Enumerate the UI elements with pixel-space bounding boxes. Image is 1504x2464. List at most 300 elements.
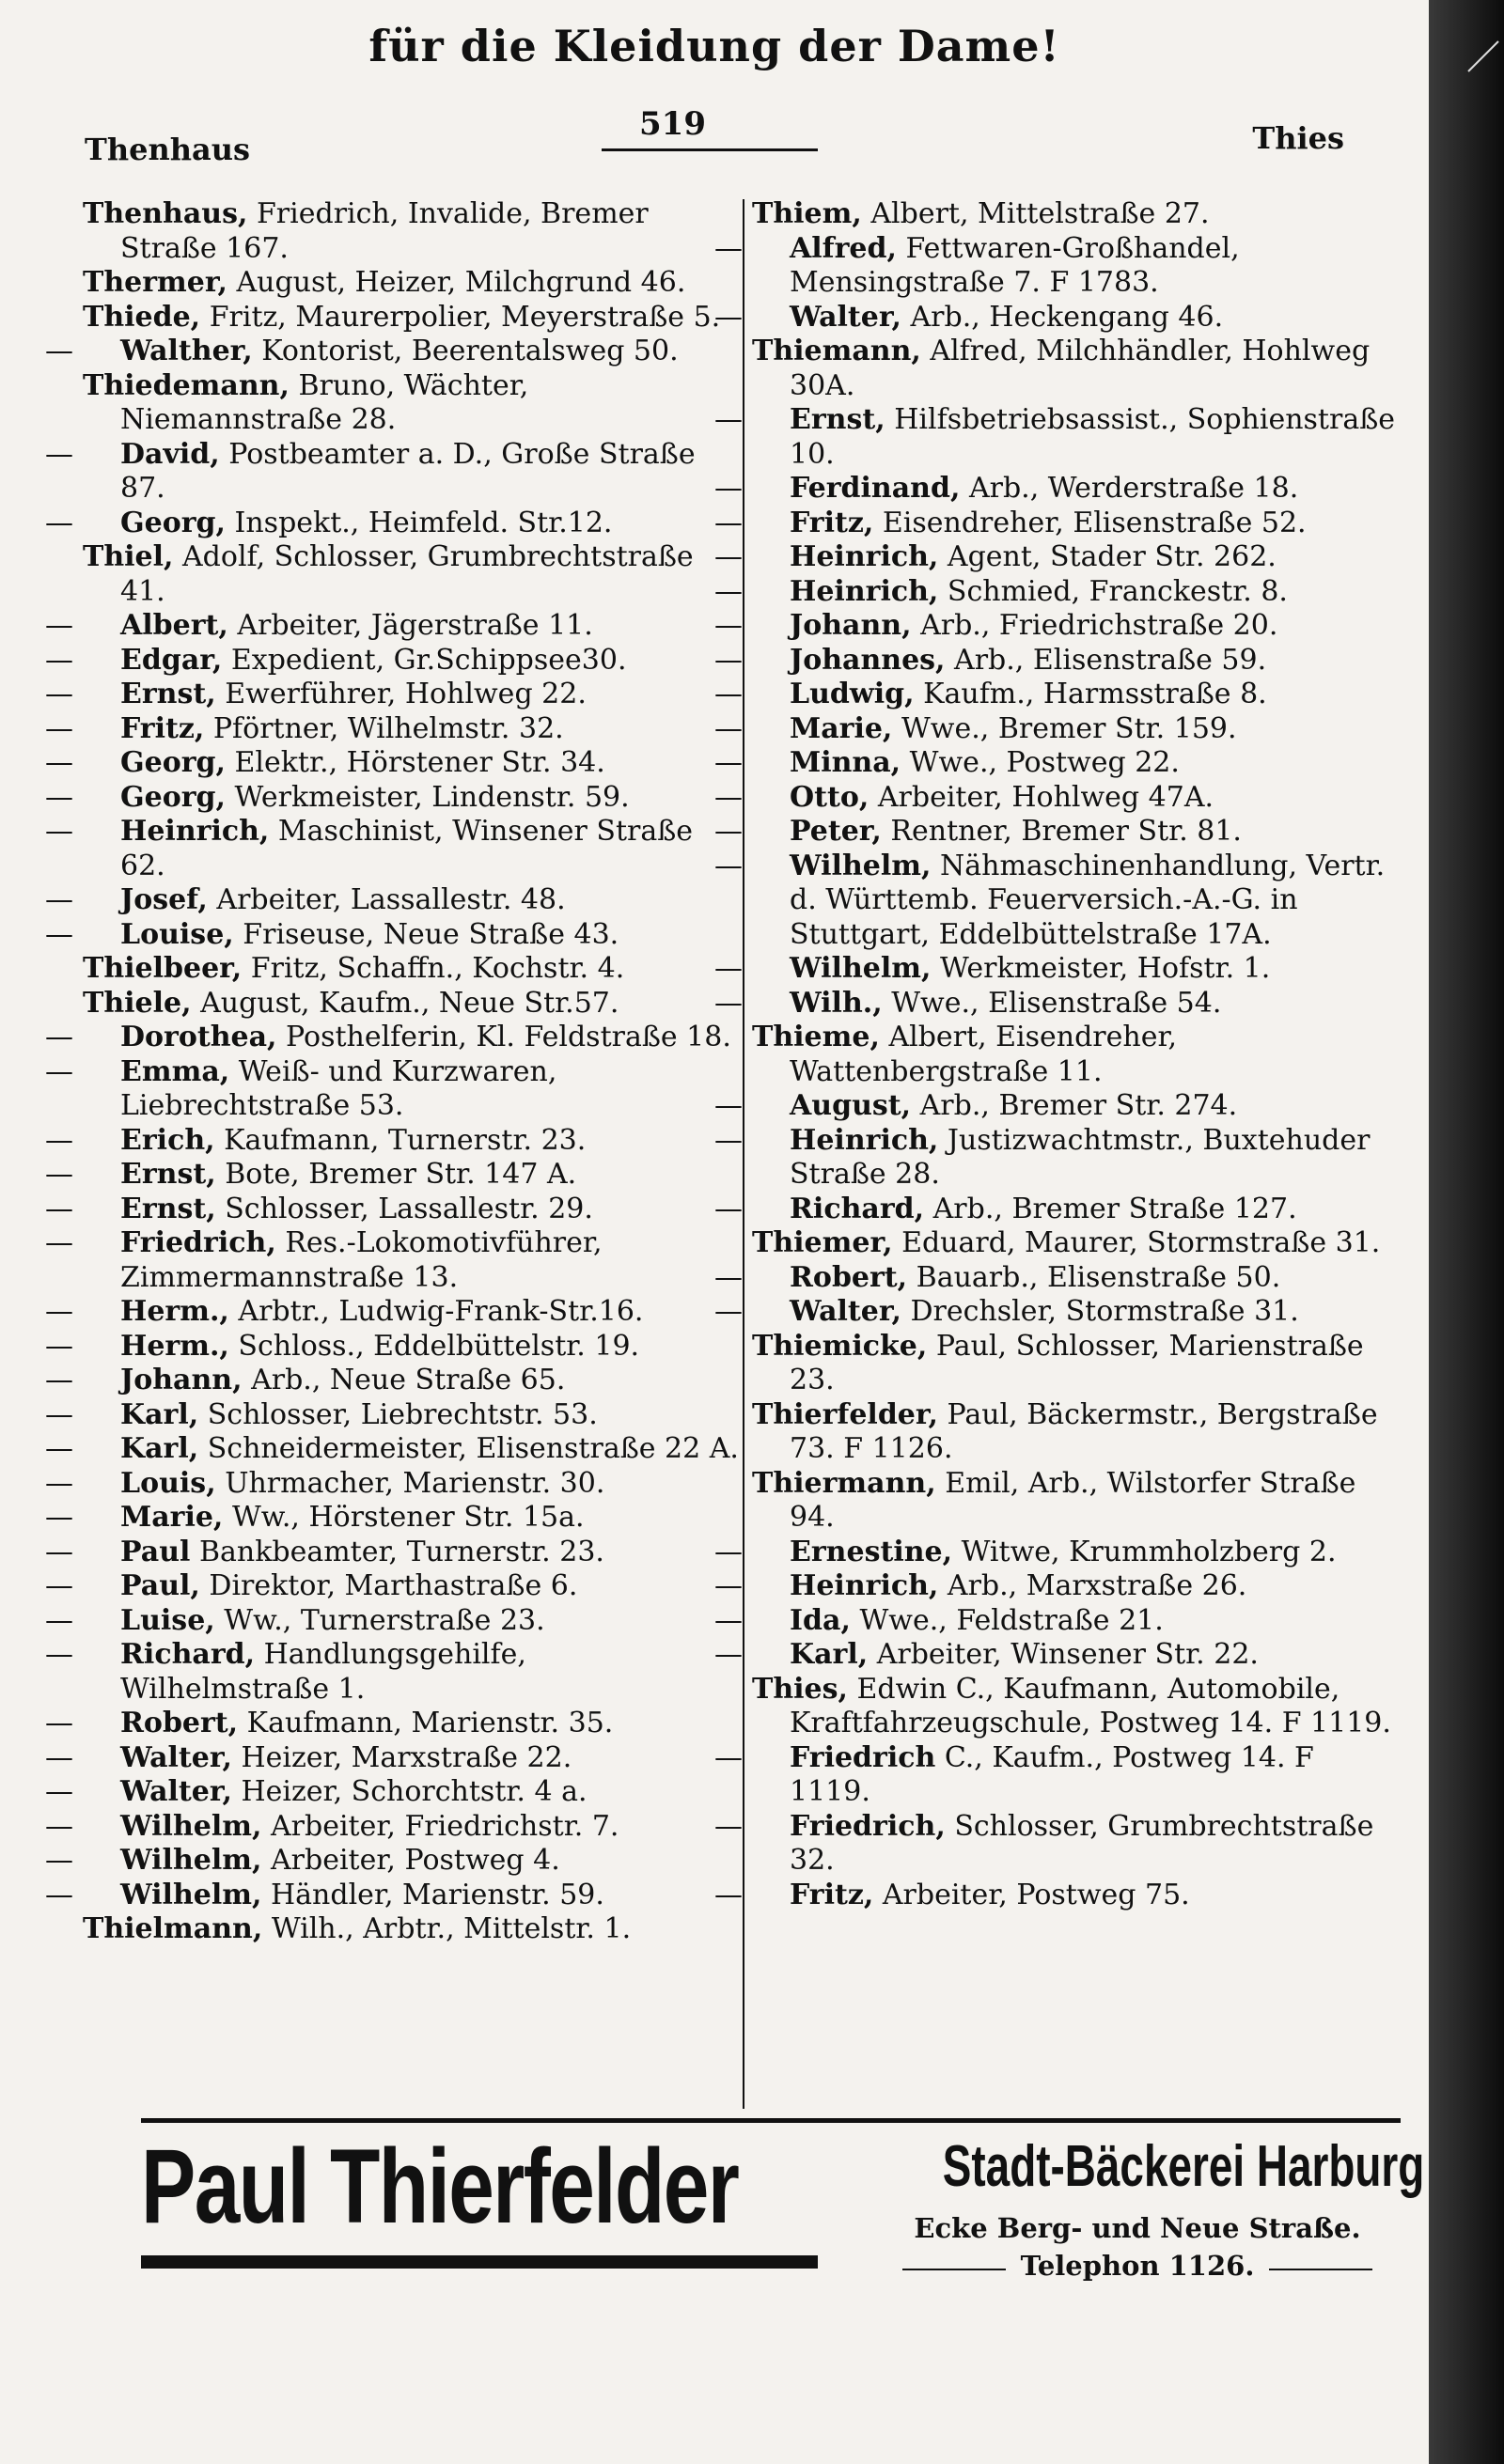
directory-entry — [752, 1330, 1401, 1398]
directory-entry — [714, 609, 1401, 644]
directory-entry — [714, 678, 1401, 712]
entry-details: Werkmeister, Lindenstr. 59. — [234, 780, 630, 814]
entry-name: Marie, — [790, 711, 893, 745]
directory-entry — [714, 1638, 1401, 1673]
entry-dash: — — [45, 780, 73, 814]
entry-details: Arb., Bremer Straße 127. — [932, 1192, 1297, 1225]
entry-details: Arb., Friedrichstraße 20. — [920, 609, 1278, 642]
entry-dash: — — [714, 1878, 743, 1911]
entry-details: Direktor, Marthastraße 6. — [209, 1569, 578, 1602]
directory-entry — [83, 540, 743, 609]
directory-entry — [45, 1192, 743, 1227]
entry-dash: — — [714, 849, 743, 882]
directory-entry — [714, 300, 1401, 335]
directory-entry — [752, 335, 1401, 403]
entry-name: Minna, — [790, 746, 901, 779]
directory-entry — [83, 301, 743, 335]
entry-name: Marie, — [120, 1501, 224, 1534]
entry-name: Thenhaus, — [83, 197, 248, 230]
advert-address: Ecke Berg- und Neue Straße. — [914, 2212, 1361, 2244]
entry-details: Fritz, Maurerpolier, Meyerstraße 5. — [209, 300, 721, 334]
entry-name: Johannes, — [790, 643, 946, 677]
entry-details: Uhrmacher, Marienstr. 30. — [225, 1466, 605, 1500]
directory-entry — [714, 952, 1401, 987]
entry-name: Herm., — [120, 1329, 229, 1363]
entry-name: Alfred, — [790, 231, 897, 265]
directory-entry — [45, 1569, 743, 1604]
directory-entry — [45, 609, 743, 644]
entry-name: Heinrich, — [790, 574, 939, 608]
entry-details: Drechsler, Stormstraße 31. — [910, 1295, 1299, 1328]
entry-name: Ludwig, — [790, 678, 915, 710]
entry-name: Thermer, — [83, 266, 227, 299]
page-number: 519 — [639, 105, 706, 143]
entry-name: Thielbeer, — [83, 952, 243, 985]
entry-name: Thieme, — [752, 1021, 880, 1053]
entry-dash: — — [714, 403, 743, 436]
directory-entry — [714, 643, 1401, 678]
entry-name: Wilh., — [790, 986, 883, 1020]
directory-entry — [752, 197, 1401, 232]
entry-name: Thiel, — [83, 540, 174, 573]
entry-name: Wilhelm, — [790, 849, 932, 882]
entry-name: Emma, — [120, 1054, 230, 1088]
entry-name: Ida, — [790, 1603, 851, 1637]
entry-details: Agent, Stader Str. 262. — [947, 540, 1277, 573]
directory-entry — [714, 849, 1401, 953]
entry-details: Kaufm., Harmsstraße 8. — [923, 678, 1267, 710]
header-left-keyword: Thenhaus — [85, 132, 250, 167]
entry-details: Arb., Heckengang 46. — [910, 300, 1224, 334]
directory-entry — [83, 266, 743, 301]
entry-dash: — — [714, 1123, 743, 1157]
directory-entry — [83, 369, 743, 438]
entry-name: Fritz, — [790, 1878, 874, 1911]
entry-details: Edwin C., Kaufmann, Automobile, Kraftfahrzeugschule, Postweg 14. F 1119. — [790, 1672, 1391, 1739]
entry-name: Paul — [120, 1535, 191, 1568]
advert-bakery — [874, 2129, 1425, 2282]
directory-entry — [45, 1466, 743, 1502]
entry-details: Schneidermeister, Elisenstraße 22 A. — [207, 1432, 739, 1465]
entry-details: Wwe., Bremer Str. 159. — [901, 711, 1237, 745]
entry-dash: — — [45, 678, 73, 710]
advert-bottom-rule — [141, 2255, 818, 2269]
entry-details: August, Heizer, Milchgrund 46. — [236, 266, 686, 299]
entry-dash: — — [45, 1226, 73, 1259]
directory-entry — [752, 1467, 1401, 1536]
entry-details: Emil, Arb., Wilstorfer Straße 94. — [790, 1466, 1356, 1534]
directory-entry — [45, 1397, 743, 1433]
entry-name: Georg, — [120, 746, 226, 779]
entry-name: Johann, — [120, 1364, 243, 1396]
directory-entry — [45, 1329, 743, 1365]
directory-entry — [83, 1912, 743, 1947]
directory-entry — [45, 815, 743, 883]
entry-dash: — — [714, 1295, 743, 1328]
directory-entry — [752, 1673, 1401, 1741]
directory-entry — [714, 231, 1401, 301]
entry-dash: — — [714, 1809, 743, 1843]
scan-mark-icon — [1465, 38, 1502, 75]
entry-details: Expedient, Gr.Schippsee30. — [230, 643, 627, 677]
entry-name: Richard, — [790, 1192, 925, 1225]
directory-entry — [45, 1878, 743, 1913]
entry-name: Robert, — [120, 1707, 239, 1739]
entry-details: Albert, Eisendreher, Wattenbergstraße 11. — [790, 1021, 1178, 1088]
entry-name: Robert, — [790, 1260, 908, 1294]
entry-details: Schlosser, Lassallestr. 29. — [225, 1192, 593, 1225]
entry-details: Rentner, Bremer Str. 81. — [890, 815, 1242, 848]
entry-name: Edgar, — [120, 643, 223, 677]
entry-name: Heinrich, — [790, 1569, 939, 1602]
advert-paul-thierfelder — [141, 2126, 818, 2248]
directory-entry — [45, 1809, 743, 1845]
entry-details: Bruno, Wächter, Niemannstraße 28. — [120, 368, 529, 436]
directory-entry — [45, 1432, 743, 1467]
directory-entry — [45, 780, 743, 816]
entry-name: Thies, — [752, 1672, 848, 1706]
entry-name: Ferdinand, — [790, 472, 961, 505]
directory-entry — [714, 1295, 1401, 1330]
entry-dash: — — [714, 815, 743, 848]
entry-name: Thiede, — [83, 300, 201, 334]
entry-dash: — — [45, 1775, 73, 1808]
entry-name: Walter, — [120, 1775, 232, 1808]
entry-dash: — — [714, 1535, 743, 1568]
entry-details: Arbeiter, Lassallestr. 48. — [216, 883, 566, 916]
entry-dash: — — [714, 231, 743, 265]
directory-entry — [45, 1364, 743, 1398]
entry-name: Thierfelder, — [752, 1397, 938, 1431]
directory-entry — [714, 403, 1401, 472]
entry-details: Arbeiter, Postweg 75. — [882, 1878, 1190, 1911]
entry-dash: — — [45, 1878, 73, 1911]
entry-name: Luise, — [120, 1603, 215, 1637]
entry-name: Wilhelm, — [120, 1809, 262, 1843]
directory-entry — [714, 1260, 1401, 1296]
directory-entry — [714, 780, 1401, 816]
entry-name: Thiemicke, — [752, 1329, 928, 1363]
entry-name: Heinrich, — [120, 815, 270, 848]
entry-details: Ww., Turnerstraße 23. — [224, 1603, 545, 1637]
entry-details: Friedrich, Invalide, Bremer Straße 167. — [120, 197, 649, 265]
entry-dash: — — [714, 746, 743, 779]
entry-details: Schlosser, Grumbrechtstraße 32. — [790, 1809, 1374, 1877]
entry-details: Kaufmann, Turnerstr. 23. — [224, 1123, 587, 1157]
entry-dash: — — [714, 540, 743, 573]
entry-dash: — — [45, 335, 73, 367]
entry-name: Friedrich — [790, 1740, 936, 1774]
entry-dash: — — [714, 506, 743, 539]
entry-dash: — — [45, 1123, 73, 1157]
entry-dash: — — [45, 609, 73, 642]
directory-entry — [714, 1603, 1401, 1639]
entry-name: Fritz, — [120, 711, 205, 745]
directory-entry — [714, 1809, 1401, 1879]
directory-entry — [45, 437, 743, 507]
header-right-keyword: Thies — [1252, 120, 1344, 156]
entry-dash: — — [45, 643, 73, 677]
directory-entry — [45, 1740, 743, 1776]
entry-details: Schmied, Franckestr. 8. — [947, 574, 1288, 608]
entry-details: Arb., Bremer Str. 274. — [919, 1089, 1238, 1122]
entry-details: Paul, Bäckermstr., Bergstraße 73. F 1126. — [790, 1397, 1378, 1465]
directory-entry — [83, 987, 743, 1021]
entry-name: Erich, — [120, 1123, 215, 1157]
entry-details: Fettwaren-Großhandel, Mensingstraße 7. F 1783. — [790, 231, 1240, 299]
directory-entry — [83, 197, 743, 266]
directory-entry — [714, 1878, 1401, 1913]
entry-name: Walter, — [790, 300, 901, 334]
entry-name: Wilhelm, — [120, 1878, 262, 1911]
entry-details: Friseuse, Neue Straße 43. — [243, 917, 619, 951]
directory-entry — [714, 574, 1401, 610]
entry-details: Kaufmann, Marienstr. 35. — [246, 1707, 614, 1739]
entry-details: Weiß- und Kurzwaren, Liebrechtstraße 53. — [120, 1054, 557, 1122]
entry-details: Elektr., Hörstener Str. 34. — [234, 746, 605, 779]
directory-entry — [45, 1054, 743, 1124]
entry-details: Eduard, Maurer, Stormstraße 31. — [901, 1226, 1381, 1259]
entry-details: Postbeamter a. D., Große Straße 87. — [120, 437, 696, 505]
entry-dash: — — [45, 1432, 73, 1465]
entry-details: Eisendreher, Elisenstraße 52. — [882, 506, 1307, 539]
entry-name: Georg, — [120, 506, 226, 539]
directory-entry — [45, 917, 743, 953]
entry-dash: — — [714, 952, 743, 985]
entry-name: Karl, — [120, 1397, 199, 1431]
directory-entry — [45, 1638, 743, 1707]
directory-entry — [714, 1192, 1401, 1227]
entry-details: Posthelferin, Kl. Feldstraße 18. — [286, 1021, 731, 1053]
entry-details: Ewerführer, Hohlweg 22. — [225, 678, 587, 710]
directory-entry — [714, 711, 1401, 747]
entry-name: Walter, — [790, 1295, 901, 1328]
entry-dash: — — [45, 1740, 73, 1774]
entry-name: Georg, — [120, 780, 226, 814]
entry-details: Justizwachtmstr., Buxtehuder Straße 28. — [790, 1123, 1371, 1191]
directory-entry — [752, 1226, 1401, 1261]
directory-entry — [714, 1569, 1401, 1604]
entry-dash: — — [45, 1466, 73, 1500]
entry-dash: — — [45, 1295, 73, 1328]
entry-dash: — — [45, 1364, 73, 1396]
entry-dash: — — [45, 1707, 73, 1739]
directory-entry — [45, 1021, 743, 1055]
entry-name: Heinrich, — [790, 1123, 939, 1157]
entry-details: Arbeiter, Winsener Str. 22. — [876, 1638, 1259, 1671]
entry-dash: — — [714, 678, 743, 710]
entry-details: Arbeiter, Jägerstraße 11. — [237, 609, 593, 642]
entry-details: Wilh., Arbtr., Mittelstr. 1. — [271, 1912, 632, 1945]
directory-entry — [45, 883, 743, 918]
entry-dash: — — [45, 1329, 73, 1363]
entry-name: Karl, — [120, 1432, 199, 1465]
entry-dash: — — [45, 883, 73, 916]
entry-dash: — — [714, 1089, 743, 1122]
entry-dash: — — [714, 1603, 743, 1637]
entry-name: Wilhelm, — [120, 1844, 262, 1877]
entry-name: Ernst, — [120, 1158, 216, 1191]
entry-details: Pförtner, Wilhelmstr. 32. — [212, 711, 564, 745]
directory-entry — [45, 1295, 743, 1330]
entry-details: Arb., Werderstraße 18. — [968, 472, 1299, 505]
entry-name: Otto, — [790, 780, 870, 814]
entry-name: Louis, — [120, 1466, 216, 1500]
directory-entry — [45, 678, 743, 712]
entry-details: Wwe., Postweg 22. — [909, 746, 1180, 779]
entry-details: Maschinist, Winsener Straße 62. — [120, 815, 694, 882]
entry-dash: — — [45, 1638, 73, 1671]
directory-entry — [714, 815, 1401, 850]
entry-name: Josef, — [120, 883, 208, 916]
directory-entry — [45, 1226, 743, 1295]
header-rule — [602, 148, 818, 151]
entry-name: Thiem, — [752, 197, 862, 230]
entry-details: Albert, Mittelstraße 27. — [870, 197, 1210, 230]
right-column — [714, 197, 1401, 1912]
directory-entry — [714, 540, 1401, 575]
entry-name: August, — [790, 1089, 912, 1122]
entry-dash: — — [714, 986, 743, 1020]
entry-details: Arbeiter, Postweg 4. — [271, 1844, 560, 1877]
entry-details: Alfred, Milchhändler, Hohlweg 30A. — [790, 335, 1371, 402]
entry-dash: — — [714, 1192, 743, 1225]
column-divider — [743, 199, 744, 2109]
entry-details: Ww., Hörstener Str. 15a. — [231, 1501, 585, 1534]
advert-top-rule — [141, 2118, 1401, 2123]
entry-details: Handlungsgehilfe, Wilhelmstraße 1. — [120, 1638, 526, 1706]
entry-details: Paul, Schlosser, Marienstraße 23. — [790, 1329, 1364, 1396]
entry-details: Arb., Marxstraße 26. — [947, 1569, 1247, 1602]
entry-details: Res.-Lokomotivführer, Zimmermannstraße 13. — [120, 1226, 603, 1294]
directory-entry — [752, 1021, 1401, 1089]
entry-dash: — — [45, 1501, 73, 1534]
left-column — [45, 197, 743, 1947]
directory-entry — [45, 1844, 743, 1879]
entry-dash: — — [714, 780, 743, 814]
directory-entry — [45, 1775, 743, 1810]
entry-details: Schloss., Eddelbüttelstr. 19. — [238, 1329, 640, 1363]
entry-name: Ernestine, — [790, 1535, 953, 1568]
entry-name: Paul, — [120, 1569, 200, 1602]
directory-entry — [752, 1398, 1401, 1467]
entry-name: Richard, — [120, 1638, 256, 1671]
directory-entry — [45, 1707, 743, 1741]
advert-name: Paul Thierfelder — [141, 2128, 739, 2245]
entry-dash: — — [45, 917, 73, 951]
entry-dash: — — [714, 472, 743, 505]
entry-dash: — — [45, 711, 73, 745]
entry-name: Thiedemann, — [83, 368, 290, 402]
entry-details: Wwe., Feldstraße 21. — [859, 1603, 1164, 1637]
entry-details: Fritz, Schaffn., Kochstr. 4. — [250, 952, 625, 985]
directory-entry — [45, 643, 743, 678]
entry-dash: — — [714, 574, 743, 608]
entry-name: Thielmann, — [83, 1912, 263, 1945]
entry-details: Arbtr., Ludwig-Frank-Str.16. — [238, 1295, 644, 1328]
entry-name: Thiemer, — [752, 1226, 893, 1259]
entry-name: Johann, — [790, 609, 912, 642]
entry-details: Nähmaschinenhandlung, Vertr. d. Württemb. Feuerversich.-A.-G. in Stuttgart, Eddelbüttelstraße 17A. — [790, 849, 1386, 951]
entry-details: Arb., Neue Straße 65. — [251, 1364, 566, 1396]
entry-dash: — — [45, 1021, 73, 1053]
page-banner: für die Kleidung der Dame! — [368, 21, 1060, 71]
directory-entry — [45, 1123, 743, 1159]
entry-name: Friedrich, — [790, 1809, 946, 1843]
entry-name: Thiermann, — [752, 1466, 936, 1500]
entry-dash: — — [714, 1260, 743, 1294]
entry-details: Adolf, Schlosser, Grumbrechtstraße 41. — [120, 540, 694, 608]
entry-details: Händler, Marienstr. 59. — [271, 1878, 604, 1911]
entry-name: Thiemann, — [752, 335, 921, 367]
entry-name: Walther, — [120, 335, 253, 367]
entry-details: Arbeiter, Friedrichstr. 7. — [271, 1809, 619, 1843]
entry-details: Kontorist, Beerentalsweg 50. — [261, 335, 679, 367]
entry-name: Herm., — [120, 1295, 229, 1328]
directory-entry — [45, 746, 743, 781]
entry-details: Hilfsbetriebsassist., Sophienstraße 10. — [790, 403, 1395, 471]
entry-name: Friedrich, — [120, 1226, 276, 1259]
entry-details: Wwe., Elisenstraße 54. — [891, 986, 1222, 1020]
entry-dash: — — [45, 1844, 73, 1877]
entry-name: Fritz, — [790, 506, 874, 539]
directory-entry — [45, 506, 743, 541]
directory-entry — [45, 711, 743, 747]
entry-name: Wilhelm, — [790, 952, 932, 985]
entry-dash: — — [714, 1638, 743, 1671]
directory-entry — [83, 952, 743, 987]
entry-dash: — — [45, 1054, 73, 1088]
entry-details: Bankbeamter, Turnerstr. 23. — [198, 1535, 604, 1568]
entry-dash: — — [714, 1740, 743, 1774]
entry-details: Bote, Bremer Str. 147 A. — [225, 1158, 577, 1191]
entry-details: Bauarb., Elisenstraße 50. — [916, 1260, 1281, 1294]
entry-dash: — — [45, 437, 73, 471]
directory-entry — [714, 986, 1401, 1021]
directory-entry — [714, 1123, 1401, 1193]
entry-dash: — — [45, 506, 73, 539]
entry-name: Heinrich, — [790, 540, 939, 573]
entry-details: Arbeiter, Hohlweg 47A. — [877, 780, 1214, 814]
entry-name: Ernst, — [120, 678, 216, 710]
directory-entry — [714, 506, 1401, 541]
entry-dash: — — [45, 1397, 73, 1431]
entry-dash: — — [45, 1192, 73, 1225]
entry-dash: — — [714, 609, 743, 642]
entry-name: Peter, — [790, 815, 882, 848]
entry-details: Heizer, Schorchtstr. 4 a. — [241, 1775, 588, 1808]
entry-dash: — — [714, 711, 743, 745]
entry-details: Inspekt., Heimfeld. Str.12. — [234, 506, 613, 539]
entry-name: Walter, — [120, 1740, 232, 1774]
directory-entry — [45, 1535, 743, 1570]
directory-entry — [45, 1603, 743, 1639]
entry-name: Dorothea, — [120, 1021, 277, 1053]
directory-entry — [714, 472, 1401, 507]
entry-details: August, Kaufm., Neue Str.57. — [200, 986, 619, 1020]
entry-name: Thiele, — [83, 986, 192, 1020]
advert-phone: Telephon 1126. — [874, 2250, 1401, 2282]
entry-name: Albert, — [120, 609, 228, 642]
directory-entry — [714, 1740, 1401, 1810]
entry-dash: — — [714, 300, 743, 334]
entry-details: Arb., Elisenstraße 59. — [954, 643, 1267, 677]
entry-dash: — — [45, 1603, 73, 1637]
advert-company: Stadt-Bäckerei Harburg — [942, 2134, 1425, 2199]
entry-details: Werkmeister, Hofstr. 1. — [940, 952, 1271, 985]
directory-entry — [714, 746, 1401, 781]
entry-dash: — — [714, 643, 743, 677]
